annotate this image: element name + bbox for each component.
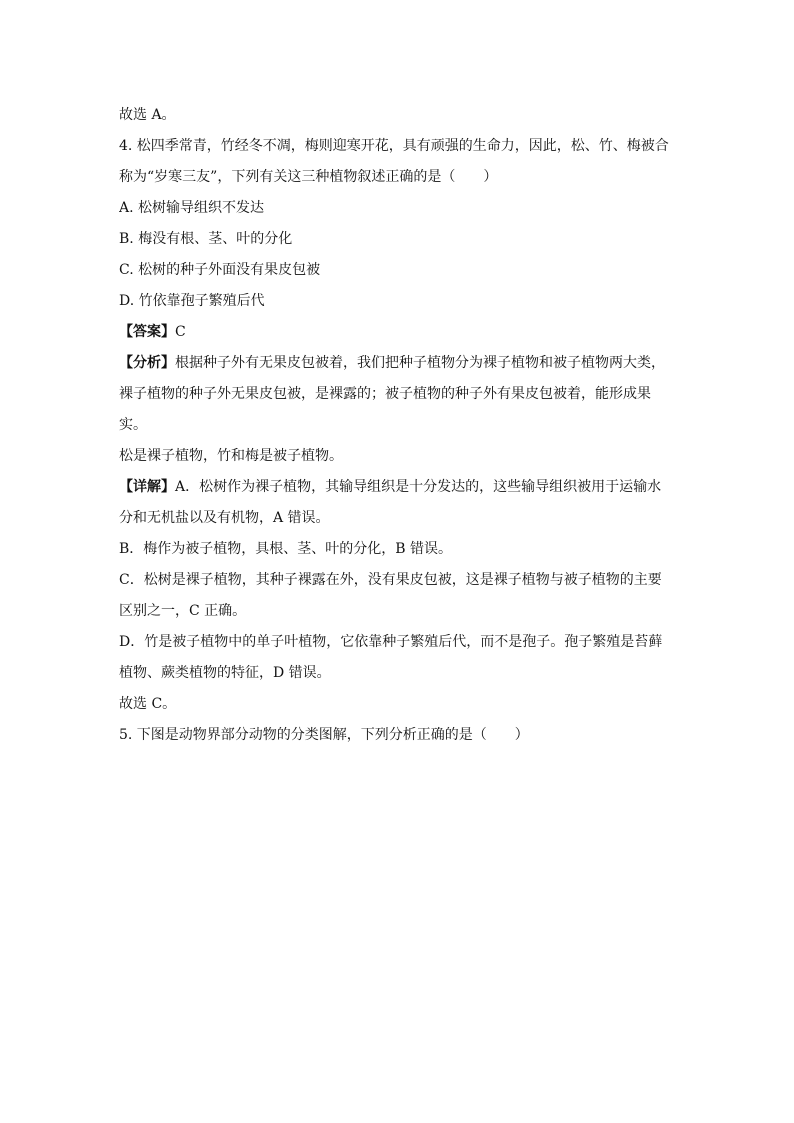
detail-line-6: D．竹是被子植物中的单子叶植物，它依靠种子繁殖后代，而不是孢子。孢子繁殖是苔藓 bbox=[119, 634, 663, 650]
answer-value: C bbox=[175, 324, 186, 340]
detail-line-7: 植物、蕨类植物的特征，D 错误。 bbox=[119, 665, 331, 681]
answer-label: 【答案】 bbox=[119, 324, 175, 340]
detail-line-8: 故选 C。 bbox=[119, 696, 177, 712]
option-a: A. 松树输导组织不发达 bbox=[119, 200, 265, 216]
detail-line-2: 分和无机盐以及有机物，A 错误。 bbox=[119, 510, 330, 526]
question-4-stem-line-1: 4. 松四季常青，竹经冬不凋，梅则迎寒开花，具有顽强的生命力，因此，松、竹、梅被合 bbox=[119, 138, 669, 154]
detail-line-4: C．松树是裸子植物，其种子裸露在外，没有果皮包被，这是裸子植物与被子植物的主要 bbox=[119, 572, 662, 588]
analysis-line-1 bbox=[119, 348, 679, 379]
option-b: B. 梅没有根、茎、叶的分化 bbox=[119, 231, 293, 247]
detail-line-5: 区别之一，C 正确。 bbox=[119, 603, 247, 619]
option-c: C. 松树的种子外面没有果皮包被 bbox=[119, 262, 321, 278]
detail-label: 【详解】 bbox=[119, 479, 175, 495]
question-4-stem-line-2: 称为“岁寒三友”，下列有关这三种植物叙述正确的是（ ） bbox=[119, 169, 498, 185]
detail-text-1: A．松树作为裸子植物，其输导组织是十分发达的，这些输导组织被用于运输水 bbox=[175, 479, 662, 495]
detail-line-1 bbox=[119, 472, 679, 503]
document-content bbox=[119, 100, 679, 751]
answer-line bbox=[119, 317, 679, 348]
analysis-text-1: 根据种子外有无果皮包被着，我们把种子植物分为裸子植物和被子植物两大类， bbox=[175, 355, 665, 371]
analysis-line-2: 裸子植物的种子外无果皮包被，是裸露的；被子植物的种子外有果皮包被着，能形成果 bbox=[119, 386, 651, 402]
detail-line-3: B．梅作为被子植物，具根、茎、叶的分化，B 错误。 bbox=[119, 541, 453, 557]
analysis-label: 【分析】 bbox=[119, 355, 175, 371]
analysis-line-4: 松是裸子植物，竹和梅是被子植物。 bbox=[119, 448, 343, 464]
previous-conclusion: 故选 A。 bbox=[119, 107, 176, 123]
analysis-line-3: 实。 bbox=[119, 417, 147, 433]
question-5-stem: 5. 下图是动物界部分动物的分类图解，下列分析正确的是（ ） bbox=[119, 727, 529, 743]
option-d: D. 竹依靠孢子繁殖后代 bbox=[119, 293, 265, 309]
